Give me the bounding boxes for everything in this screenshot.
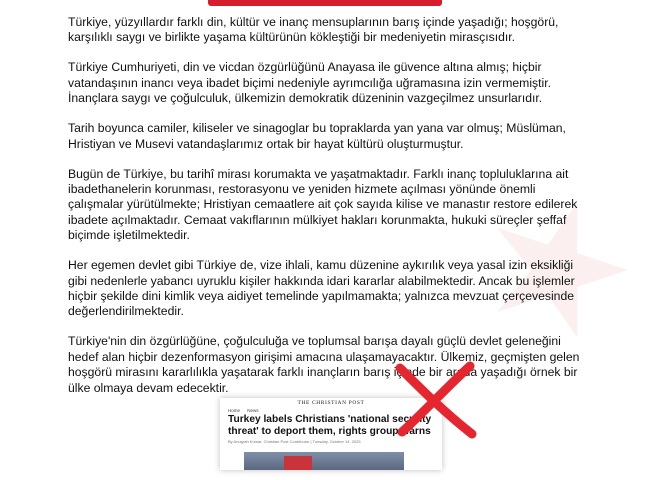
- clipping-headline: Turkey labels Christians 'national security threat' to deport them, rights group warns: [228, 414, 432, 437]
- clipping-breadcrumb: [228, 408, 265, 413]
- clipping-byline: By Anugrah Kumar, Christian Post Contributor | Tuesday, October 14, 2025: [228, 439, 361, 444]
- clipping-photo: [244, 452, 404, 470]
- red-cross-x-icon: [392, 360, 480, 440]
- paragraph-3: Tarih boyunca camiler, kiliseler ve sinagoglar bu topraklarda yan yana var olmuş; Müslüman, Hristiyan ve Musevi vatandaşlarımız ortak bir hayat kültürü oluşturmuştur.: [68, 121, 566, 151]
- clipping-masthead: THE CHRISTIAN POST: [297, 400, 365, 406]
- paragraph-4: Bugün de Türkiye, bu tarihî mirası korumakta ve yaşatmaktadır. Farklı inanç topluluklarına ait ibadethanelerin korunması, restorasyonu ve yeniden hizmete açılması yönünde önemli çalışmalar yürütülmekte; Hristiyan cemaatlere ait çok sayıda kilise ve manastır restore edilerek ibadete açılmaktadır. Cemaat vakıflarının mülkiyet hakları korunmakta, hukuki süreçler şeffaf biçimde işletilmektedir.: [68, 166, 578, 243]
- statement-body: [68, 15, 588, 411]
- clipping-photo-flag: [284, 456, 312, 470]
- clipping-nav-home: Home: [228, 408, 241, 413]
- header-red-bar: [208, 0, 442, 6]
- paragraph-6: Türkiye'nin din özgürlüğüne, çoğulculuğa ve toplumsal barışa dayalı güçlü devlet geleneğini hedef alan hiçbir dezenformasyon girişimi amacına ulaşamayacaktır. Ülkemiz, geçmişten gelen hoşgörü mirasını kararlılıkla yaşatarak farklı inançların barış içinde bir arada yaşadığı örnek bir ülke olmaya devam edecektir.: [68, 334, 580, 395]
- paragraph-1: Türkiye, yüzyıllardır farklı din, kültür ve inanç mensuplarının barış içinde yaşadığı; hoşgörü, karşılıklı saygı ve birlikte yaşama kültürünün kökleştiği bir medeniyetin mirasçısıdır.: [68, 15, 559, 45]
- clipping-nav-news: News: [247, 408, 259, 413]
- paragraph-2: Türkiye Cumhuriyeti, din ve vicdan özgürlüğünü Anayasa ile güvence altına almış; hiçbir vatandaşının inancı veya ibadet biçimi nedeniyle ayrımcılığa uğramasına izin vermemiştir. İnançlara saygı ve çoğulculuk, ülkemizin demokratik düzeninin vazgeçilmez unsurlarıdır.: [68, 60, 551, 106]
- paragraph-5: Her egemen devlet gibi Türkiye de, vize ihlali, kamu düzenine aykırılık veya yasal izin eksikliği gibi nedenlerle yabancı uyruklu kişiler hakkında idari kararlar alabilmektedir. Ancak bu işlemler hiçbir şekilde dini kimlik veya aidiyet temelinde yapılmamakta; yalnızca mevzuat çerçevesinde değerlendirilmektedir.: [68, 258, 575, 319]
